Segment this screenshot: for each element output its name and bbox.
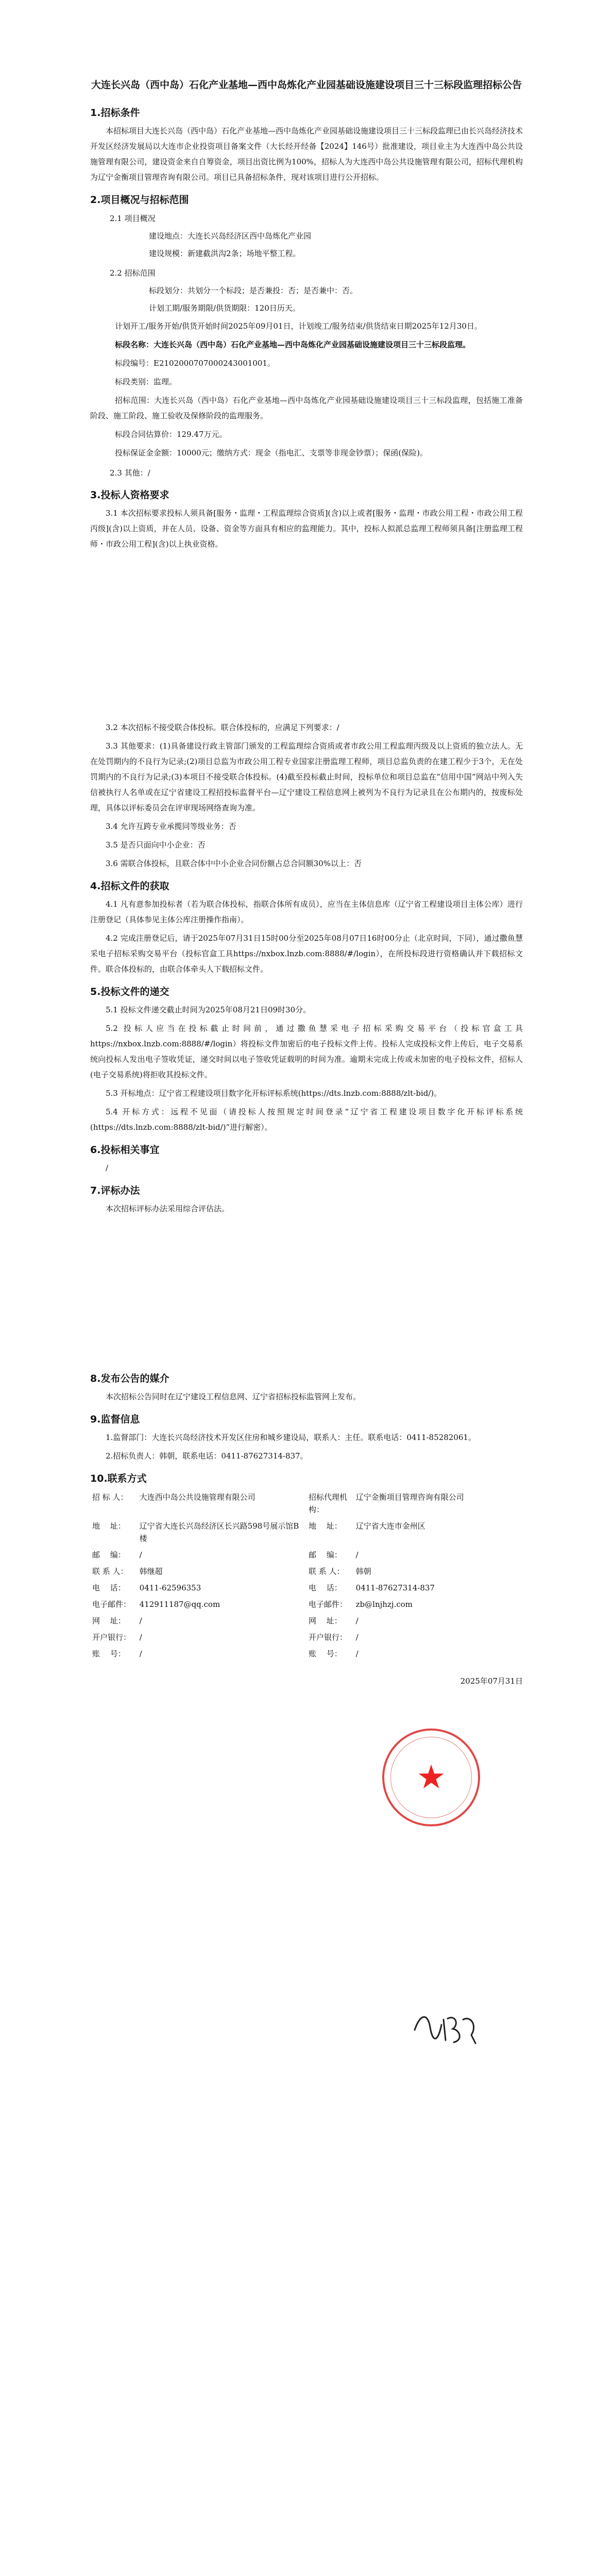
- qualification-3-3: 3.3 其他要求：(1)具备建设行政主管部门颁发的工程监理综合资质或者市政公用工程监理丙级及以上资质的独立法人。无在处罚期内的不良行为记录;(2)项目总监为市政公用工程专业国家注册监理工程师，项目总监负责的在建工程少于3个，无在处罚期内的不良行为记录;(3)本项目不接受联合体投标。(4)截至投标截止时间，投标单位和项目总监在“信用中国”网站中列入失信被执行人名单或在辽宁省建设工程招投标监督平台—辽宁建设工程信息网上被列为不良行为记录且在公布期内的，按废标处理，具体以评标委员会在评审现场网络查询为准。: [90, 741, 523, 812]
- contact-value-left: /: [139, 1550, 142, 1560]
- contact-row: [90, 1596, 523, 1613]
- section-name: 标段名称：大连长兴岛（西中岛）石化产业基地—西中岛炼化产业园基础设施建设项目三十三标段监理。: [115, 340, 471, 349]
- contact-row: [90, 1580, 523, 1596]
- planned-period: 计划工期/服务期限/供货期限：120日历天。: [149, 303, 300, 313]
- subsection-2-1: 2.1 项目概况: [110, 214, 156, 223]
- contact-row: [90, 1547, 523, 1563]
- contact-value-left: /: [139, 1649, 142, 1658]
- bid-contact: 2.招标负责人：韩朝，联系电话：0411-87627314-837。: [106, 1451, 308, 1461]
- document-acquisition-4-1: 4.1 凡有意参加投标者（若为联合体投标，指联合体所有成员），应当在主体信息库（辽宁省工程建设项目主体公库）进行注册登记（具体参见主体公库注册操作指南）。: [90, 900, 523, 924]
- announcement-page: [90, 77, 523, 1686]
- section-1-paragraph: 本招标项目大连长兴岛（西中岛）石化产业基地—西中岛炼化产业园基础设施建设项目三十三标段监理已由长兴岛经济技术开发区经济发展局以大连市企业投资项目备案文件（大长经开经备【2024】146号）批准建设，项目业主为大连西中岛公共设施管理有限公司，建设资金来自自筹资金，项目出资比例为100%，招标人为大连西中岛公共设施管理有限公司，招标代理机构为辽宁金衡项目管理咨询有限公司。项目已具备招标条件，现对该项目进行公开招标。: [90, 126, 523, 182]
- contact-label-right: 招标代理机构：: [308, 1493, 347, 1514]
- document-acquisition-4-2: 4.2 完成注册登记后，请于2025年07月31日15时00分至2025年08月07日16时00分止（北京时间，下同），通过撒鱼慧采电子招标采购交易平台（投标官盒工具https://nxbox.lnzb.com:8888/#/login），在所投标段进行资格确认并下载招标文件。联合体投标的，由联合体牵头人下载招标文件。: [90, 934, 523, 974]
- contact-value-right: /: [355, 1633, 359, 1642]
- contact-label-left: 联 系 人：: [92, 1567, 128, 1576]
- blank-space: [90, 1219, 523, 1364]
- contact-label-right: 账 号：: [308, 1649, 342, 1658]
- bid-bond: 投标保证金金额：10000元；缴纳方式：现金（指电汇、支票等非现金钞票）；保函(保险)。: [115, 448, 428, 457]
- section-heading-4: 4.招标文件的获取: [90, 880, 169, 892]
- contact-value-right: /: [355, 1550, 359, 1560]
- qualification-3-4: 3.4 允许互跨专业承揽同等级业务：否: [106, 822, 236, 831]
- bid-matters: /: [106, 1163, 109, 1173]
- planned-dates: 计划开工/服务开始/供货开始时间2025年09月01日，计划竣工/服务结束/供货结束日期2025年12月30日。: [115, 321, 482, 331]
- contact-value-left: 韩继超: [139, 1567, 163, 1576]
- contact-value-left: 412911187@qq.com: [139, 1600, 220, 1609]
- publication-media: 本次招标公告同时在辽宁建设工程信息网、辽宁省招标投标监管网上发布。: [106, 1392, 361, 1401]
- section-heading-3: 3.投标人资格要求: [90, 489, 169, 501]
- evaluation-method: 本次招标评标办法采用综合评估法。: [106, 1204, 230, 1213]
- contact-value-left: /: [139, 1616, 142, 1625]
- contact-value-right: 0411-87627314-837: [355, 1583, 435, 1592]
- seal-ring: [390, 1737, 472, 1818]
- contract-price: 标段合同估算价：129.47万元。: [115, 430, 227, 439]
- section-type: 标段类别：监理。: [115, 377, 177, 386]
- handwritten-signature: [410, 2004, 482, 2050]
- contact-label-right: 电 话：: [308, 1583, 342, 1592]
- contact-label-left: 开户银行：: [92, 1633, 131, 1642]
- subsection-2-3: 2.3 其他：/: [110, 468, 150, 478]
- construction-scale: 建设规模：新建截洪沟2条；场地平整工程。: [149, 249, 301, 258]
- bid-scope: 招标范围：大连长兴岛（西中岛）石化产业基地—西中岛炼化产业园基础设施建设项目三十三标段监理，包括施工准备阶段、施工阶段、施工验收及保修阶段的监理服务。: [90, 396, 523, 420]
- contact-label-left: 电子邮件：: [92, 1600, 131, 1609]
- contact-label-left: 招 标 人：: [92, 1493, 128, 1502]
- blank-space: [90, 555, 523, 720]
- contact-label-left: 地 址：: [92, 1521, 126, 1531]
- contact-row: [90, 1563, 523, 1580]
- submission-5-1: 5.1 投标文件递交截止时间为2025年08月21日09时30分。: [106, 1005, 311, 1014]
- contact-value-left: 大连西中岛公共设施管理有限公司: [139, 1493, 256, 1502]
- qualification-3-5: 3.5 是否只面向中小企业：否: [106, 840, 206, 850]
- qualification-3-1: 3.1 本次招标要求投标人须具备[服务・监理・工程监理综合资质](含)以上或者[服务・监理・市政公用工程・市政公用工程丙级](含)以上资质，并在人员、设备、资金等方面具有相应的监理能力。其中，投标人拟派总监理工程师须具备[注册监理工程师・市政公用工程](含)以上执业资格。: [90, 509, 523, 549]
- supervision-dept: 1.监督部门：大连长兴岛经济技术开发区住房和城乡建设局，联系人：主任。联系电话：0411-85282061。: [106, 1433, 476, 1442]
- official-seal: [382, 1728, 480, 1826]
- section-heading-5: 5.投标文件的递交: [90, 986, 169, 997]
- contact-label-right: 网 址：: [308, 1616, 342, 1625]
- contact-value-left: /: [139, 1633, 142, 1642]
- contact-value-right: /: [355, 1616, 359, 1625]
- contact-table: [90, 1489, 523, 1662]
- submission-5-4: 5.4 开标方式：远程不见面（请投标人按照规定时间登录“辽宁省工程建设项目数字化开标评标系统(https://dts.lnzb.com:8888/zlt-bid/)”进行解密）。: [90, 1107, 523, 1132]
- contact-value-right: 辽宁金衡项目管理咨询有限公司: [355, 1493, 464, 1502]
- section-heading-8: 8.发布公告的媒介: [90, 1373, 169, 1384]
- subsection-2-2: 2.2 招标范围: [110, 268, 156, 278]
- contact-row: [90, 1613, 523, 1629]
- contact-value-left: 辽宁省大连长兴岛经济区长兴路598号展示馆B楼: [139, 1521, 299, 1543]
- section-division: 标段划分：共划分一个标段；是否兼投：否；是否兼中：否。: [149, 286, 358, 295]
- section-heading-10: 10.联系方式: [90, 1473, 147, 1484]
- submission-5-3: 5.3 开标地点：辽宁省工程建设项目数字化开标评标系统(https://dts.lnzb.com:8888/zlt-bid/)。: [106, 1089, 442, 1098]
- section-heading-2: 2.项目概况与招标范围: [90, 194, 189, 206]
- contact-label-right: 开户银行：: [308, 1633, 347, 1642]
- announcement-date: 2025年07月31日: [460, 1676, 523, 1686]
- contact-label-left: 电 话：: [92, 1583, 126, 1592]
- seal-star-icon: ★: [416, 1758, 446, 1797]
- contact-label-right: 邮 编：: [308, 1550, 342, 1560]
- contact-value-right: 辽宁省大连市金州区: [355, 1521, 425, 1531]
- contact-value-right: 韩朝: [355, 1567, 371, 1576]
- contact-value-right: /: [355, 1649, 359, 1658]
- contact-label-right: 电子邮件：: [308, 1600, 347, 1609]
- contact-row: [90, 1629, 523, 1646]
- section-heading-1: 1.招标条件: [90, 107, 140, 118]
- contact-label-left: 网 址：: [92, 1616, 126, 1625]
- qualification-3-2: 3.2 本次招标不接受联合体投标。联合体投标的，应满足下列要求：/: [106, 723, 339, 732]
- section-heading-9: 9.监督信息: [90, 1414, 140, 1425]
- contact-value-left: 0411-62596353: [139, 1583, 201, 1592]
- submission-5-2: 5.2 投标人应当在投标截止时间前，通过撒鱼慧采电子招标采购交易平台（投标官盒工具https://nxbox.lnzb.com:8888/#/login）将投标文件加密后的电子投标文件上传。投标人完成投标文件上传后，电子交易系统向投标人发出电子签收凭证，递交时间以电子签收凭证载明的时间为准。逾期未完成上传或未加密的电子投标文件，招标人(电子交易系统)将拒收其投标文件。: [90, 1024, 523, 1079]
- contact-row: [90, 1489, 523, 1518]
- document-title: 大连长兴岛（西中岛）石化产业基地—西中岛炼化产业园基础设施建设项目三十三标段监理招标公告: [91, 79, 522, 91]
- contact-label-right: 联 系 人：: [308, 1567, 345, 1576]
- section-heading-6: 6.投标相关事宜: [90, 1144, 160, 1156]
- contact-value-right: zb@lnjhzj.com: [355, 1600, 413, 1609]
- contact-label-left: 邮 编：: [92, 1550, 126, 1560]
- qualification-3-6: 3.6 需联合体投标，且联合体中中小企业合同份额占总合同额30%以上：否: [106, 859, 362, 868]
- contact-label-left: 账 号：: [92, 1649, 126, 1658]
- contact-row: [90, 1518, 523, 1547]
- contact-row: [90, 1646, 523, 1662]
- construction-location: 建设地点：大连长兴岛经济区西中岛炼化产业园: [149, 231, 312, 241]
- section-number: 标段编号：E2102000707000243001001。: [115, 359, 275, 368]
- section-heading-7: 7.评标办法: [90, 1185, 140, 1196]
- contact-label-right: 地 址：: [308, 1521, 342, 1531]
